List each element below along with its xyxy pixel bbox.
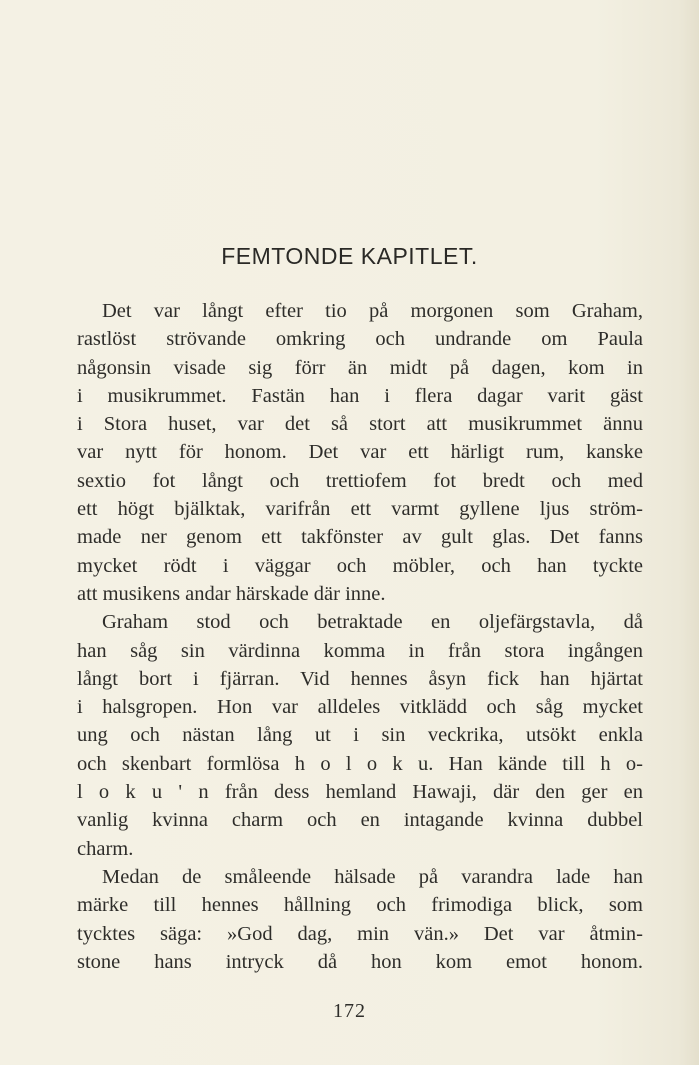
text-line: tycktes säga: »God dag, min vän.» Det var åtmin- xyxy=(77,922,643,945)
text-line: vanlig kvinna charm och en intagande kvinna dubbel xyxy=(77,809,643,832)
text-line: att musikens andar härskade där inne. xyxy=(77,582,386,605)
text-line: charm. xyxy=(77,837,134,860)
text-line: Medan de småleende hälsade på varandra lade han xyxy=(102,865,643,888)
text-line: någonsin visade sig förr än midt på dagen, kom in xyxy=(77,356,643,379)
text-line: Graham stod och betraktade en oljefärgstavla, då xyxy=(102,611,643,634)
text-line: var nytt för honom. Det var ett härligt rum, kanske xyxy=(77,441,643,464)
text-line: rastlöst strövande omkring och undrande om Paula xyxy=(77,328,643,351)
text-line: i musikrummet. Fastän han i flera dagar varit gäst xyxy=(77,384,643,407)
text-line: mycket rödt i väggar och möbler, och han tyckte xyxy=(77,554,643,577)
text-line: han såg sin värdinna komma in från stora ingången xyxy=(77,639,643,662)
text-line: långt bort i fjärran. Vid hennes åsyn fick han hjärtat xyxy=(77,667,643,690)
text-line: och skenbart formlösa h o l o k u. Han kände till h o- xyxy=(77,752,643,775)
text-line: i Stora huset, var det så stort att musikrummet ännu xyxy=(77,413,643,436)
text-line: Det var långt efter tio på morgonen som Graham, xyxy=(102,300,643,322)
text-line: ett högt bjälktak, varifrån ett varmt gyllene ljus ström- xyxy=(77,498,643,521)
text-line: stone hans intryck då hon kom emot honom. xyxy=(77,950,643,973)
body-text xyxy=(77,297,643,976)
text-line: l o k u ' n från dess hemland Hawaji, där den ger en xyxy=(77,781,643,804)
page-number: 172 xyxy=(333,1000,366,1022)
text-line: made ner genom ett takfönster av gult glas. Det fanns xyxy=(77,526,643,549)
text-line: sextio fot långt och trettiofem fot bredt och med xyxy=(77,469,643,492)
text-line: ung och nästan lång ut i sin veckrika, utsökt enkla xyxy=(77,724,643,747)
text-line: i halsgropen. Hon var alldeles vitklädd och såg mycket xyxy=(77,696,643,719)
text-line: märke till hennes hållning och frimodiga blick, som xyxy=(77,894,643,917)
chapter-title: FEMTONDE KAPITLET. xyxy=(221,243,478,269)
